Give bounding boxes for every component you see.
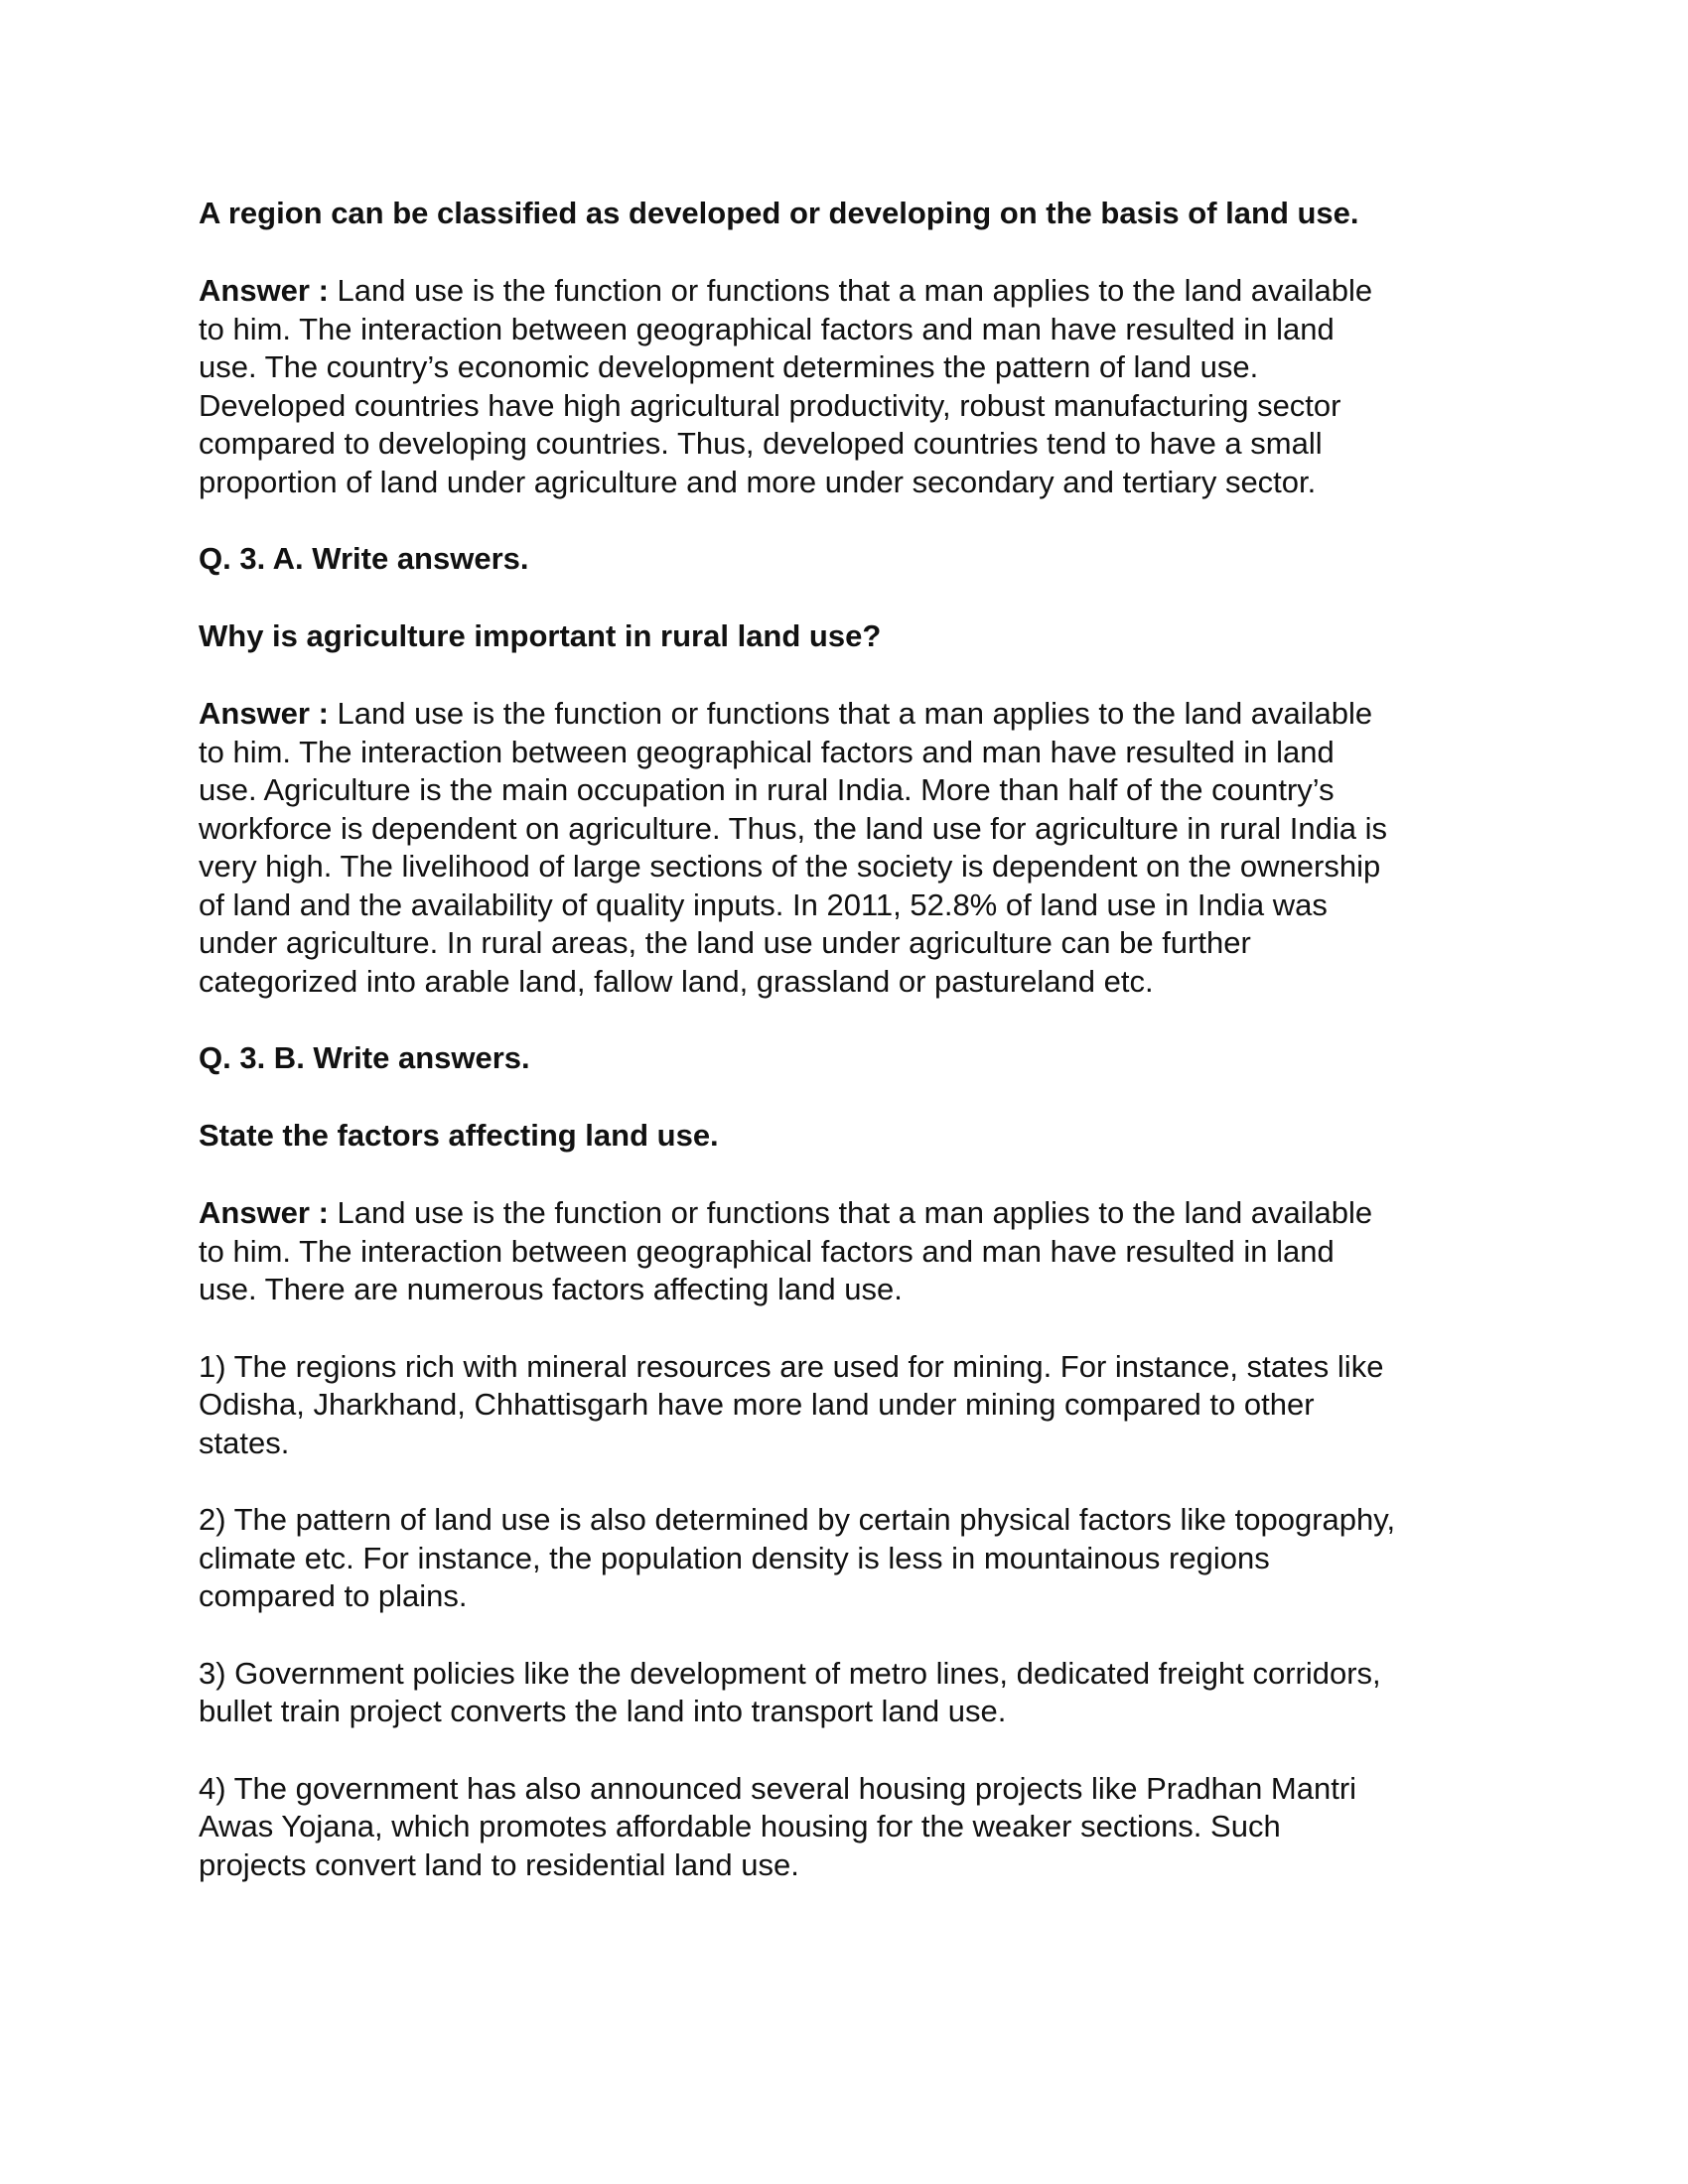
text-line: Answer : Land use is the function or functions that a man applies to the land available — [199, 696, 1373, 731]
text-line: to him. The interaction between geographical factors and man have resulted in land — [199, 1233, 1335, 1269]
text-line: very high. The livelihood of large sections of the society is dependent on the ownership — [199, 849, 1381, 884]
question-heading: State the factors affecting land use. — [199, 1118, 719, 1153]
text-line: compared to plains. — [199, 1578, 468, 1613]
factor-paragraph — [199, 1501, 1519, 1616]
text-line: Answer : Land use is the function or functions that a man applies to the land available — [199, 1195, 1373, 1230]
answer-label: Answer : — [199, 1195, 329, 1230]
text-line: states. — [199, 1425, 290, 1460]
text-line: to him. The interaction between geographical factors and man have resulted in land — [199, 734, 1335, 769]
text-line: of land and the availability of quality inputs. In 2011, 52.8% of land use in India was — [199, 887, 1328, 922]
text-line: 4) The government has also announced several housing projects like Pradhan Mantri — [199, 1770, 1357, 1806]
factor-paragraph — [199, 1348, 1519, 1463]
text-line: Answer : Land use is the function or functions that a man applies to the land available — [199, 273, 1373, 308]
text-line: bullet train project converts the land into transport land use. — [199, 1694, 1007, 1728]
text-line: climate etc. For instance, the population density is less in mountainous regions — [199, 1540, 1270, 1575]
factor-paragraph — [199, 1655, 1519, 1731]
answer-paragraph — [199, 272, 1519, 501]
text-line: proportion of land under agriculture and more under secondary and tertiary sector. — [199, 464, 1317, 499]
factor-paragraph — [199, 1770, 1519, 1885]
answer-label: Answer : — [199, 273, 329, 308]
text-line: projects convert land to residential land use. — [199, 1846, 799, 1882]
text-line: 1) The regions rich with mineral resources are used for mining. For instance, states like — [199, 1348, 1384, 1384]
text-line: use. There are numerous factors affecting land use. — [199, 1272, 903, 1306]
text-line: Developed countries have high agricultural productivity, robust manufacturing sector — [199, 387, 1341, 423]
answer-paragraph — [199, 1194, 1519, 1309]
text-line: Odisha, Jharkhand, Chhattisgarh have more land under mining compared to other — [199, 1387, 1315, 1422]
document-page — [199, 195, 1519, 1923]
text-line: categorized into arable land, fallow land, grassland or pastureland etc. — [199, 963, 1154, 999]
text-line: under agriculture. In rural areas, the land use under agriculture can be further — [199, 925, 1251, 960]
text-line: workforce is dependent on agriculture. Thus, the land use for agriculture in rural India is — [199, 810, 1388, 846]
text-line: 3) Government policies like the development of metro lines, dedicated freight corridors, — [199, 1655, 1381, 1691]
text-line: Awas Yojana, which promotes affordable housing for the weaker sections. Such — [199, 1809, 1281, 1843]
text-line: use. The country’s economic development determines the pattern of land use. — [199, 349, 1259, 384]
question-heading: Why is agriculture important in rural land use? — [199, 618, 882, 653]
question-heading: A region can be classified as developed or developing on the basis of land use. — [199, 196, 1359, 230]
text-line: use. Agriculture is the main occupation in rural India. More than half of the country’s — [199, 772, 1335, 807]
answer-label: Answer : — [199, 696, 329, 731]
answer-paragraph — [199, 695, 1519, 1001]
text-line: to him. The interaction between geographical factors and man have resulted in land — [199, 311, 1335, 346]
section-heading: Q. 3. A. Write answers. — [199, 541, 529, 576]
text-line: 2) The pattern of land use is also determined by certain physical factors like topography, — [199, 1502, 1396, 1537]
section-heading: Q. 3. B. Write answers. — [199, 1040, 530, 1075]
text-line: compared to developing countries. Thus, developed countries tend to have a small — [199, 426, 1323, 461]
